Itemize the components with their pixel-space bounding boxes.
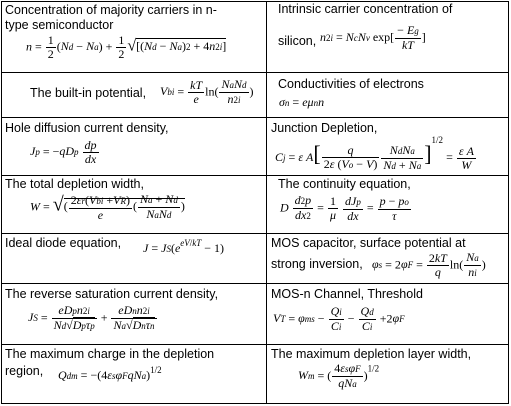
max-depletion-width-equation: Wm = ( $\frac{\text{4εsφF}}{\text{qNa}}$ )$^{1/2}$ [298, 361, 380, 390]
row-divider [1, 175, 509, 176]
mos-threshold-label: MOS-n Channel, Threshold [271, 287, 423, 301]
depletion-width-label: The total depletion width, [5, 177, 144, 191]
junction-depletion-label: Junction Depletion, [271, 121, 378, 135]
intrinsic-concentration-label: Intrinsic carrier concentration of [278, 2, 453, 16]
built-in-potential-equation: Vbi = $\frac{kT}{e}$ ln( $\frac{\text{NaNd}}{n2i}$ ) [160, 77, 254, 106]
junction-depletion-equation: Cj = ε A[ $\frac{q}{2\varepsilon (Vo - V)}$ $\frac{\text{NdNa}}{Nd + Na}$ ]$^{1/2}$ = $\frac{\text{ε A}}{W}$ [275, 135, 474, 172]
threshold-voltage-equation: VT = φms − $\frac{Qi}{Ci}$ − $\frac{Qd}{Ci}$ +2φF [273, 304, 405, 333]
mos-capacitor-label-2: strong inversion, [271, 257, 363, 271]
majority-carriers-label: Concentration of majority carriers in n- [5, 3, 217, 17]
reverse-saturation-label: The reverse saturation current density, [5, 287, 219, 301]
continuity-equation: D $\frac{d2p}{dx2}$ = $\frac{1}{\mu}$ $\frac{\text{dJp}}{dx}$ = $\frac{p - po}{\tau}$ [280, 193, 409, 223]
continuity-label: The continuity equation, [278, 177, 411, 191]
row-divider [1, 72, 509, 73]
built-in-potential-label: The built-in potential, [30, 86, 147, 100]
mos-capacitor-label: MOS capacitor, surface potential at [271, 236, 466, 250]
row-divider [1, 344, 509, 345]
hole-diffusion-label: Hole diffusion current density, [5, 121, 169, 135]
table-border-bottom [1, 403, 509, 404]
ideal-diode-equation: $J = JS(e^{eV/kT} - 1)$ [143, 238, 225, 255]
row-divider [1, 283, 509, 284]
intrinsic-concentration-label-2: silicon, [278, 34, 317, 48]
surface-potential-equation: φs = 2φF = $\frac{2kT}{q}$ ln( $\frac{Na}{ni}$ ) [372, 250, 486, 279]
ideal-diode-label: Ideal diode equation, [5, 236, 122, 250]
max-charge-label: The maximum charge in the depletion [5, 347, 215, 361]
depletion-width-equation: W = √( $\frac{\text{2εr(Vbi +VR)}}{e}$ ( $\frac{Na + Nd}{\text{NaNd}}$ ) [30, 192, 185, 222]
row-divider [1, 117, 509, 118]
max-depletion-width-label: The maximum depletion layer width, [271, 347, 472, 361]
majority-carriers-label-2: type semiconductor [5, 18, 114, 32]
max-charge-label-2: region, [5, 364, 44, 378]
reverse-saturation-equation: JS = $\frac{\text{eDpn2i}}{\text{Nd√Dpτp}}$ + $\frac{\text{eDnn2i}}{\text{Na√Dnτn}}$ [28, 303, 155, 332]
max-charge-equation: Qdm = −(4εsφFqNa)$^{1/2}$ [58, 365, 162, 382]
hole-diffusion-equation: Jp = −qDp $\frac{dp}{dx}$ [30, 138, 97, 166]
majority-carriers-equation: n = $\frac{1}{2}$ (Nd − Na) + $\frac{1}{2}$ √[(Nd − Na)2 + 4n2i] [26, 33, 227, 61]
intrinsic-concentration-equation: n2i = NcNv exp[ $\frac{- Eg}{kT}$ ] [320, 23, 426, 52]
row-divider [1, 233, 509, 234]
conductivity-label: Conductivities of electrons [278, 77, 424, 91]
conductivity-equation: σn = eμnn [279, 95, 325, 109]
